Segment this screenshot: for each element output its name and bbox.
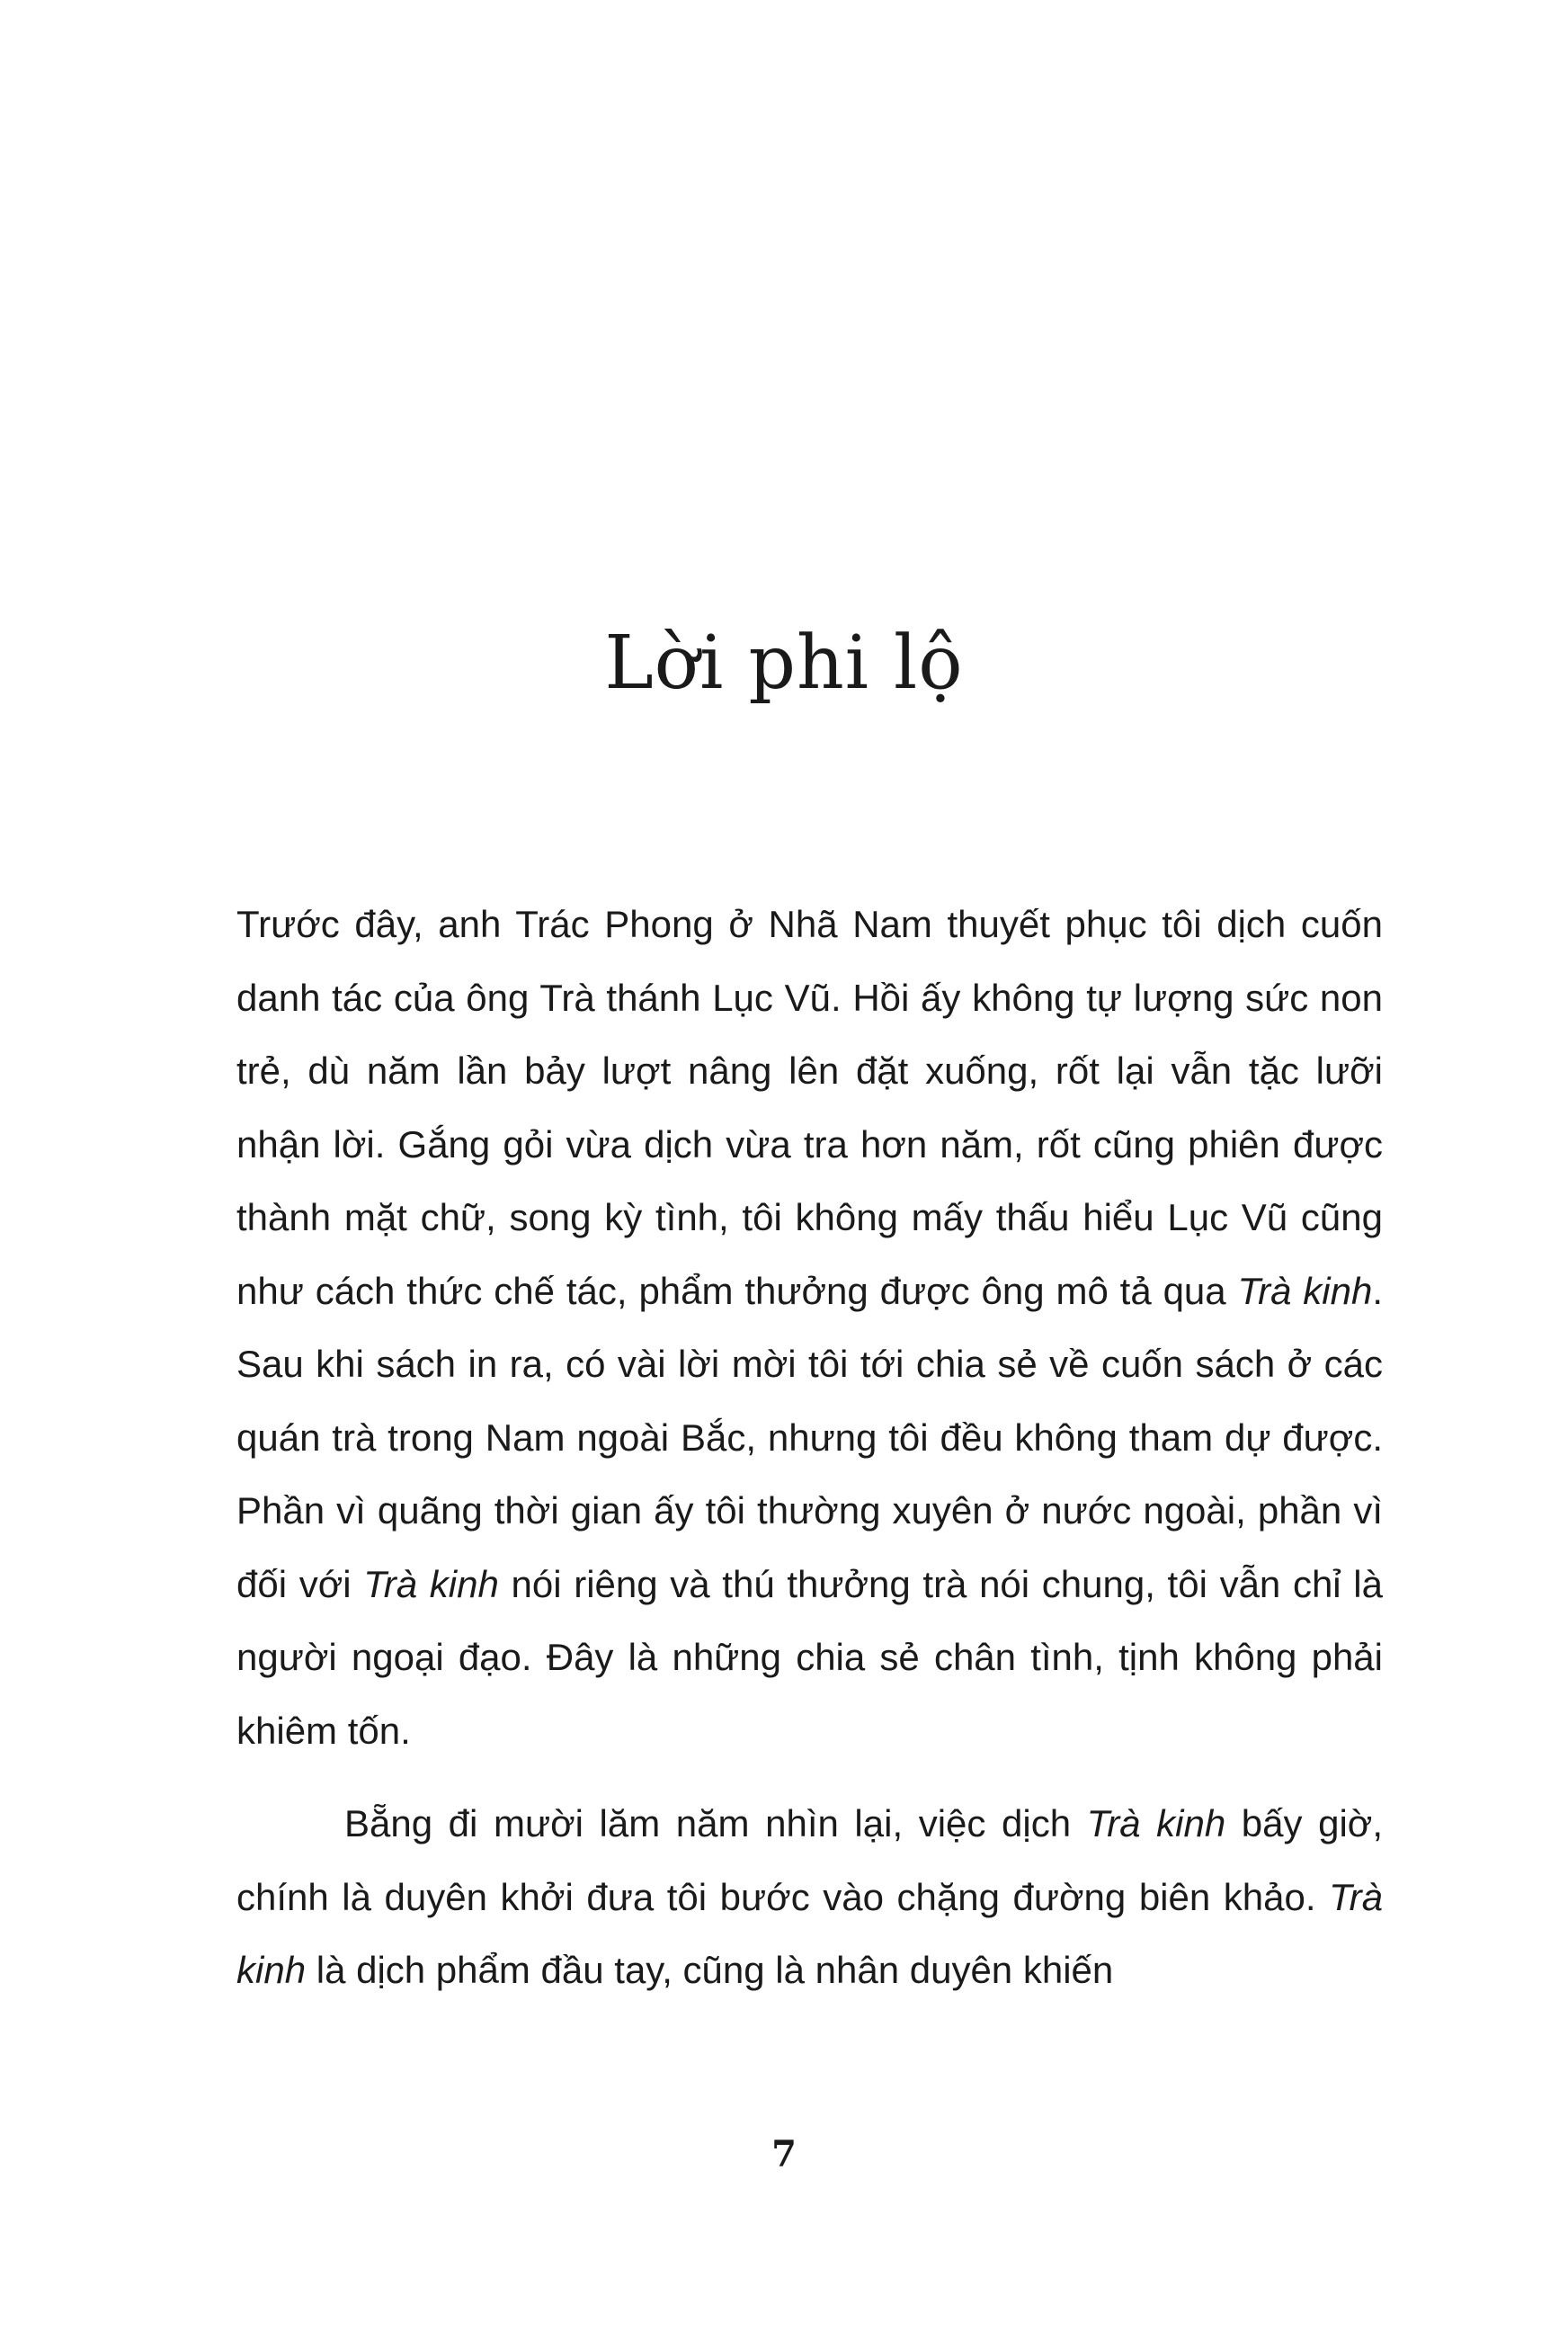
text-run: Bẵng đi mười lăm năm nhìn lại, việc dịch	[344, 1802, 1087, 1844]
book-title-italic: Trà kinh	[1086, 1802, 1226, 1844]
body-text	[236, 888, 1383, 2007]
book-title-italic: Trà kinh	[1237, 1269, 1373, 1312]
text-run: là dịch phẩm đầu tay, cũng là nhân duyên khiến	[306, 1949, 1114, 1991]
page-number: 7	[771, 2133, 797, 2175]
text-run: bấy giờ, chính là duyên khởi đưa tôi bước vào chặng đường biên khảo.	[236, 1802, 1383, 1918]
text-run: nói riêng và thú thưởng trà nói chung, tôi vẫn chỉ là người ngoại đạo. Đây là những chia sẻ chân tình, tịnh không phải khiêm tốn.	[236, 1562, 1383, 1752]
book-title-italic: Trà kinh	[363, 1562, 499, 1605]
text-run: Trước đây, anh Trác Phong ở Nhã Nam thuyết phục tôi dịch cuốn danh tác của ông Trà thánh Lục Vũ. Hồi ấy không tự lượng sức non trẻ, dù năm lần bảy lượt nâng lên đặt xuống, rốt lại vẫn tặc lưỡi nhận lời. Gắng gỏi vừa dịch vừa tra hơn năm, rốt cũng phiên được thành mặt chữ, song kỳ tình, tôi không mấy thấu hiểu Lục Vũ cũng như cách thức chế tác, phẩm thưởng được ông mô tả qua	[236, 903, 1383, 1312]
book-title-italic: Trà kinh	[236, 1875, 1383, 1991]
text-run: . Sau khi sách in ra, có vài lời mời tôi tới chia sẻ về cuốn sách ở các quán trà trong Nam ngoài Bắc, nhưng tôi đều không tham dự được. Phần vì quãng thời gian ấy tôi thường xuyên ở nước ngoài, phần vì đối với	[236, 1269, 1384, 1605]
page-title: Lời phi lộ	[604, 621, 964, 706]
paragraph-1	[236, 888, 1383, 1767]
paragraph-2	[236, 1787, 1383, 2007]
